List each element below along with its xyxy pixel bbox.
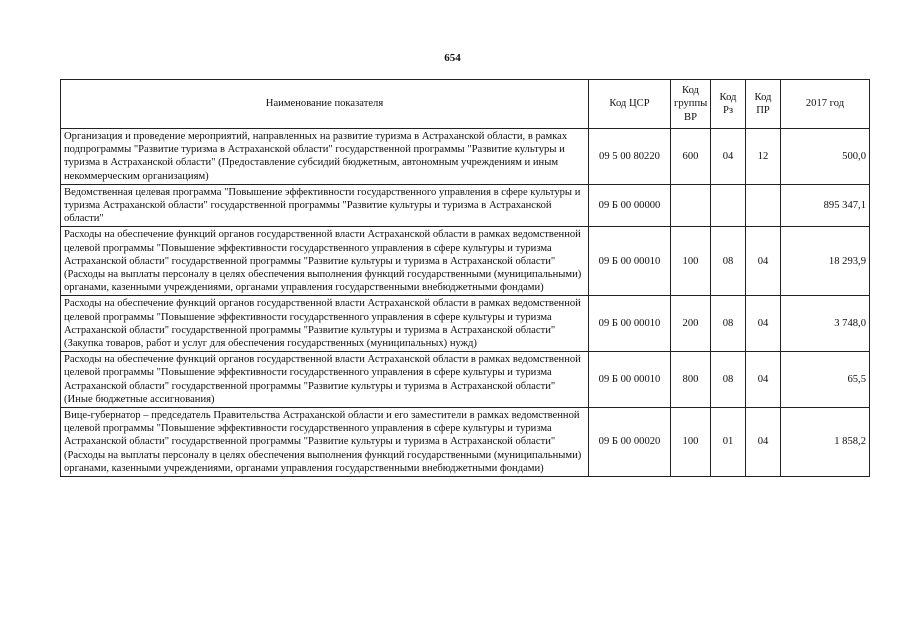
row-vr: 100 bbox=[671, 227, 711, 296]
header-vr: Код группы ВР bbox=[671, 80, 711, 129]
row-csr: 09 Б 00 00010 bbox=[589, 296, 671, 352]
table-row bbox=[61, 227, 870, 296]
table-row bbox=[61, 129, 870, 185]
row-name: Расходы на обеспечение функций органов государственной власти Астраханской области в рамках ведомственной целевой программы "Повышение эффективности государственного управления в сфере культуры и туризма Астраханской области" государственной программы "Развитие культуры и туризма в Астраханской области" (Расходы на выплаты персоналу в целях обеспечения выполнения функций государственными (муниципальными) органами, казенными учреждениями, органами управления государственными внебюджетными фондами) bbox=[61, 227, 589, 296]
row-pr bbox=[746, 184, 781, 227]
row-csr: 09 Б 00 00010 bbox=[589, 352, 671, 408]
row-csr: 09 5 00 80220 bbox=[589, 129, 671, 185]
header-pr: Код ПР bbox=[746, 80, 781, 129]
budget-table bbox=[60, 79, 870, 477]
row-vr: 100 bbox=[671, 408, 711, 477]
header-year: 2017 год bbox=[781, 80, 870, 129]
row-amount: 1 858,2 bbox=[781, 408, 870, 477]
table-row bbox=[61, 352, 870, 408]
row-name: Расходы на обеспечение функций органов государственной власти Астраханской области в рамках ведомственной целевой программы "Повышение эффективности государственного управления в сфере культуры и туризма Астраханской области" государственной программы "Развитие культуры и туризма в Астраханской области" (Закупка товаров, работ и услуг для обеспечения государственных (муниципальных) нужд) bbox=[61, 296, 589, 352]
row-rz: 01 bbox=[711, 408, 746, 477]
row-csr: 09 Б 00 00020 bbox=[589, 408, 671, 477]
header-name: Наименование показателя bbox=[61, 80, 589, 129]
row-rz: 08 bbox=[711, 227, 746, 296]
row-rz: 08 bbox=[711, 352, 746, 408]
row-vr: 800 bbox=[671, 352, 711, 408]
row-vr bbox=[671, 184, 711, 227]
row-rz: 08 bbox=[711, 296, 746, 352]
row-pr: 04 bbox=[746, 352, 781, 408]
row-vr: 200 bbox=[671, 296, 711, 352]
row-csr: 09 Б 00 00000 bbox=[589, 184, 671, 227]
row-amount: 500,0 bbox=[781, 129, 870, 185]
row-amount: 3 748,0 bbox=[781, 296, 870, 352]
row-rz: 04 bbox=[711, 129, 746, 185]
row-pr: 12 bbox=[746, 129, 781, 185]
table-header-row bbox=[61, 80, 870, 129]
page-number: 654 bbox=[444, 52, 461, 64]
table-row bbox=[61, 296, 870, 352]
row-name: Организация и проведение мероприятий, направленных на развитие туризма в Астраханской области, в рамках подпрограммы "Развитие туризма в Астраханской области" государственной программы "Развитие культуры и туризма в Астраханской области" (Предоставление субсидий бюджетным, автономным учреждениям и иным некоммерческим организациям) bbox=[61, 129, 589, 185]
header-rz: Код Рз bbox=[711, 80, 746, 129]
row-csr: 09 Б 00 00010 bbox=[589, 227, 671, 296]
row-rz bbox=[711, 184, 746, 227]
row-amount: 18 293,9 bbox=[781, 227, 870, 296]
row-pr: 04 bbox=[746, 296, 781, 352]
header-csr: Код ЦСР bbox=[589, 80, 671, 129]
row-pr: 04 bbox=[746, 227, 781, 296]
row-name: Вице-губернатор – председатель Правительства Астраханской области и его заместители в рамках ведомственной целевой программы "Повышение эффективности государственного управления в сфере культуры и туризма Астраханской области" государственной программы "Развитие культуры и туризма в Астраханской области" (Расходы на выплаты персоналу в целях обеспечения выполнения функций государственными (муниципальными) органами, казенными учреждениями, органами управления государственными внебюджетными фондами) bbox=[61, 408, 589, 477]
row-name: Расходы на обеспечение функций органов государственной власти Астраханской области в рамках ведомственной целевой программы "Повышение эффективности государственного управления в сфере культуры и туризма Астраханской области" государственной программы "Развитие культуры и туризма в Астраханской области" (Иные бюджетные ассигнования) bbox=[61, 352, 589, 408]
table-row bbox=[61, 408, 870, 477]
row-pr: 04 bbox=[746, 408, 781, 477]
row-name: Ведомственная целевая программа "Повышение эффективности государственного управления в сфере культуры и туризма Астраханской области" государственной программы "Развитие культуры и туризма в Астраханской области" bbox=[61, 184, 589, 227]
table-row bbox=[61, 184, 870, 227]
row-amount: 65,5 bbox=[781, 352, 870, 408]
row-amount: 895 347,1 bbox=[781, 184, 870, 227]
row-vr: 600 bbox=[671, 129, 711, 185]
